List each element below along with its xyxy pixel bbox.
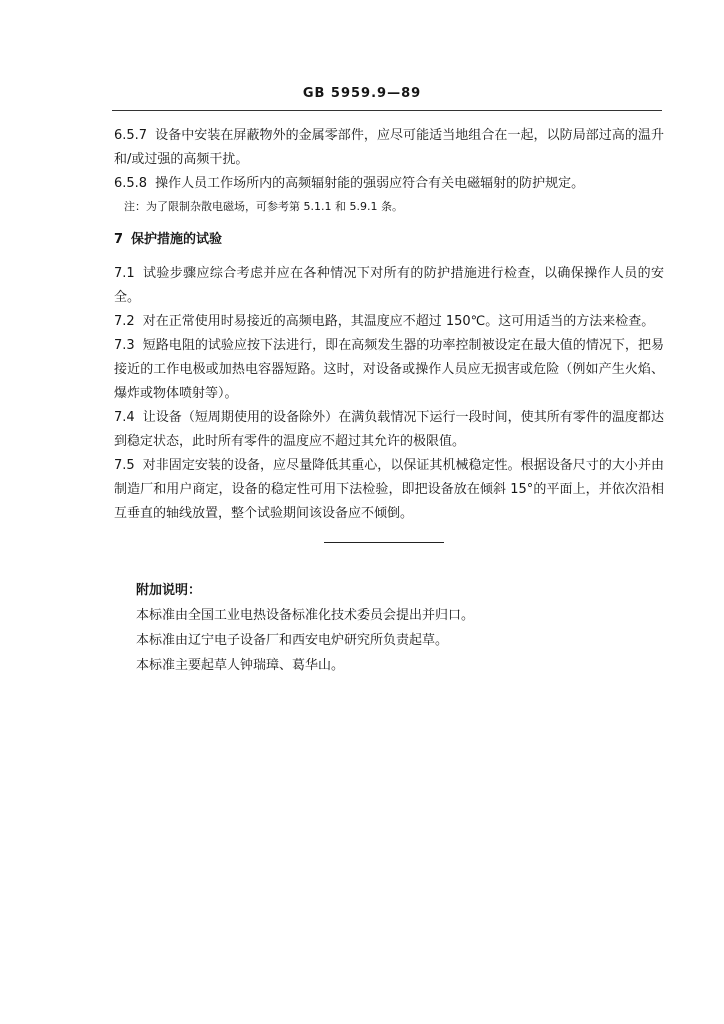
clause-number: 6.5.8 — [114, 176, 148, 191]
clause-6-5-7 — [114, 124, 664, 172]
clause-number: 7.2 — [114, 314, 135, 329]
main-content — [114, 124, 664, 526]
section-number: 7 — [114, 232, 124, 247]
clause-text: 试验步骤应综合考虑并应在各种情况下对所有的防护措施进行检查，以确保操作人员的安全。 — [114, 266, 664, 305]
clause-6-5-8 — [114, 172, 664, 196]
section-title: 保护措施的试验 — [131, 232, 223, 247]
clause-number: 7.3 — [114, 338, 135, 353]
appendix-title: 附加说明： — [136, 583, 202, 598]
appendix — [136, 578, 656, 678]
appendix-line: 本标准主要起草人钟瑞璋、葛华山。 — [136, 658, 345, 673]
clause-7-5 — [114, 454, 664, 526]
clause-text: 对非固定安装的设备，应尽量降低其重心，以保证其机械稳定性。根据设备尺寸的大小并由制造厂和用户商定，设备的稳定性可用下法检验，即把设备放在倾斜 15°的平面上，并依次沿相互垂直的轴线放置，整个试验期间该设备应不倾倒。 — [114, 458, 664, 521]
note: 注：为了限制杂散电磁场，可参考第 5.1.1 和 5.9.1 条。 — [124, 200, 403, 213]
clause-7-1 — [114, 262, 664, 310]
appendix-line: 本标准由全国工业电热设备标准化技术委员会提出并归口。 — [136, 608, 475, 623]
appendix-line: 本标准由辽宁电子设备厂和西安电炉研究所负责起草。 — [136, 633, 449, 648]
page-header-standard-code: GB 5959.9—89 — [302, 86, 422, 101]
clause-number: 7.5 — [114, 458, 135, 473]
section-7-heading — [114, 228, 664, 252]
clause-text: 设备中安装在屏蔽物外的金属零部件，应尽可能适当地组合在一起，以防局部过高的温升和/或过强的高频干扰。 — [114, 128, 664, 167]
clause-text: 短路电阻的试验应按下法进行，即在高频发生器的功率控制被设定在最大值的情况下，把易接近的工作电极或加热电容器短路。这时，对设备或操作人员应无损害或危险（例如产生火焰、爆炸或物体喷射等）。 — [114, 338, 664, 401]
clause-number: 7.4 — [114, 410, 135, 425]
clause-7-3 — [114, 334, 664, 406]
clause-number: 6.5.7 — [114, 128, 148, 143]
clause-text: 操作人员工作场所内的高频辐射能的强弱应符合有关电磁辐射的防护规定。 — [155, 176, 585, 191]
clause-text: 让设备（短周期使用的设备除外）在满负载情况下运行一段时间，使其所有零件的温度都达到稳定状态，此时所有零件的温度应不超过其允许的极限值。 — [114, 410, 664, 449]
clause-7-2 — [114, 310, 664, 334]
header-rule — [112, 110, 662, 111]
clause-number: 7.1 — [114, 266, 135, 281]
clause-7-4 — [114, 406, 664, 454]
clause-text: 对在正常使用时易接近的高频电路，其温度应不超过 150℃。这可用适当的方法来检查。 — [142, 314, 655, 329]
end-divider — [324, 542, 444, 543]
